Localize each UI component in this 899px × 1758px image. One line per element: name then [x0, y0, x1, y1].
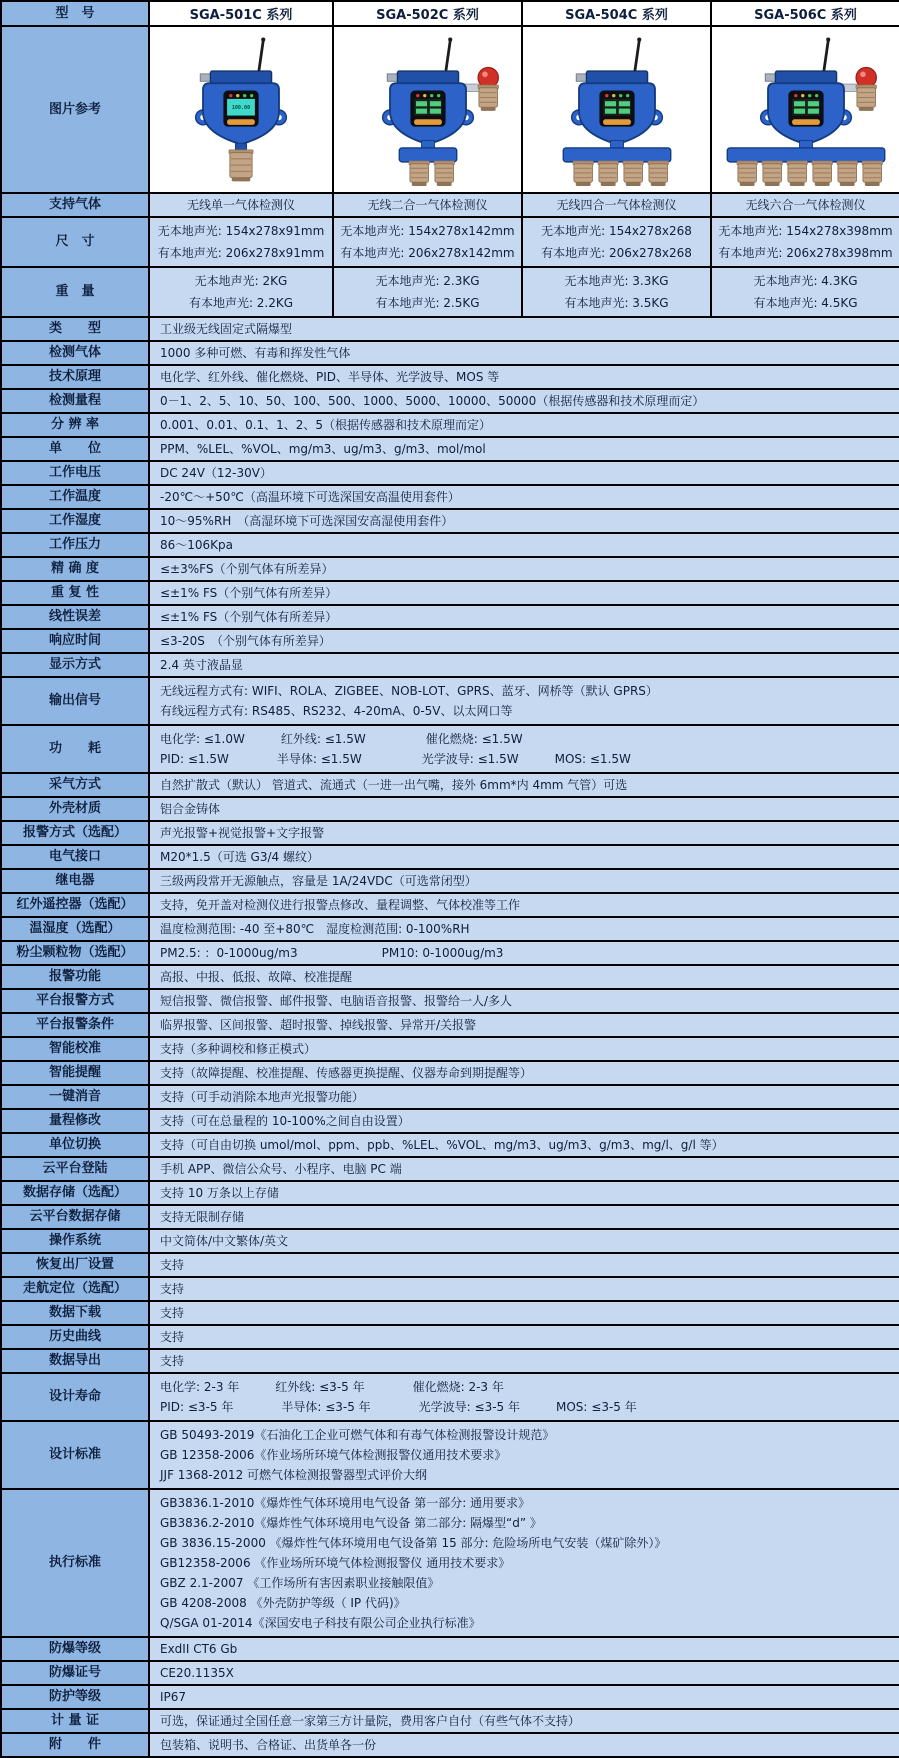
spec-value-cell [149, 557, 899, 581]
spec-value-line: 支持 10 万条以上存储 [160, 1186, 279, 1200]
compare-value-cell [522, 193, 711, 217]
spec-value-line: 自然扩散式（默认） 管道式、流通式（一进一出气嘴，接外 6mm*内 4mm 气管）可选 [160, 778, 628, 792]
spec-value-cell [149, 869, 899, 893]
compare-row [1, 193, 899, 217]
spec-row [1, 797, 899, 821]
spec-row [1, 869, 899, 893]
model-header-cell: SGA-506C 系列 [711, 1, 899, 26]
compare-value-line: 无线四合一气体检测仪 [556, 198, 677, 212]
spec-value-line: 支持（多种调校和修正模式） [160, 1042, 317, 1056]
compare-value-line: 无本地声光: 154x278x142mm [340, 224, 515, 238]
spec-value-line: 支持（故障提醒、校准提醒、传感器更换提醒、仪器寿命到期提醒等） [160, 1066, 533, 1080]
row-label: 附 件 [1, 1733, 149, 1757]
spec-value-line: GB3836.2-2010《爆炸性气体环境用电气设备 第二部分: 隔爆型“d” 》 [160, 1516, 542, 1530]
spec-row [1, 1109, 899, 1133]
spec-value-line: 有线远程方式有: RS485、RS232、4-20mA、0-5V、以太网口等 [160, 704, 513, 718]
compare-value-line: 无本地声光: 3.3KG [564, 274, 669, 288]
row-label: 重 量 [1, 267, 149, 317]
spec-value-line: 支持无限制存储 [160, 1210, 245, 1224]
row-label: 设计标准 [1, 1421, 149, 1489]
row-label: 分 辨 率 [1, 413, 149, 437]
spec-value-cell [149, 413, 899, 437]
spec-value-cell [149, 1685, 899, 1709]
spec-row [1, 1685, 899, 1709]
spec-value-cell [149, 845, 899, 869]
spec-value-line: 电化学: 2-3 年 红外线: ≤3-5 年 催化燃烧: 2-3 年 [160, 1380, 504, 1394]
spec-value-cell [149, 1205, 899, 1229]
wireless-2in1-gas-detector-image [334, 31, 521, 189]
spec-row [1, 509, 899, 533]
spec-value-line: 无线远程方式有: WIFI、ROLA、ZIGBEE、NOB-LOT、GPRS、蓝牙、网桥等（默认 GPRS） [160, 684, 658, 698]
spec-row [1, 1037, 899, 1061]
spec-value-line: ExdII CT6 Gb [160, 1642, 238, 1656]
row-label: 报警功能 [1, 965, 149, 989]
compare-row [1, 267, 899, 317]
spec-value-line: PM2.5: ：0-1000ug/m3 PM10: 0-1000ug/m3 [160, 946, 504, 960]
row-label: 平台报警方式 [1, 989, 149, 1013]
spec-value-line: 中文简体/中文繁体/英文 [160, 1234, 289, 1248]
row-label: 防护等级 [1, 1685, 149, 1709]
spec-row [1, 1061, 899, 1085]
row-label: 显示方式 [1, 653, 149, 677]
spec-value-cell [149, 509, 899, 533]
spec-value-line: 高报、中报、低报、故障、校准提醒 [160, 970, 353, 984]
spec-value-cell [149, 1277, 899, 1301]
spec-value-cell [149, 1181, 899, 1205]
compare-value-cell [149, 267, 333, 317]
spec-value-cell [149, 1085, 899, 1109]
compare-value-line: 有本地声光: 206x278x268 [541, 246, 692, 260]
spec-value-line: 0－1、2、5、10、50、100、500、1000、5000、10000、50000（根据传感器和技术原理而定） [160, 394, 705, 408]
spec-value-line: 支持，免开盖对检测仪进行报警点修改、量程调整、气体校准等工作 [160, 898, 521, 912]
spec-value-line: 三级两段常开无源触点，容量是 1A/24VDC（可选常闭型） [160, 874, 477, 888]
spec-row [1, 413, 899, 437]
compare-value-line: 有本地声光: 2.5KG [375, 296, 480, 310]
spec-value-line: 手机 APP、微信公众号、小程序、电脑 PC 端 [160, 1162, 402, 1176]
row-label: 操作系统 [1, 1229, 149, 1253]
spec-row [1, 581, 899, 605]
spec-value-cell [149, 797, 899, 821]
spec-value-line: PPM、%LEL、%VOL、mg/m3、ug/m3、g/m3、mol/mol [160, 442, 486, 456]
spec-row [1, 1085, 899, 1109]
spec-value-cell [149, 653, 899, 677]
compare-value-line: 有本地声光: 3.5KG [564, 296, 669, 310]
compare-value-line: 无线二合一气体检测仪 [367, 198, 488, 212]
spec-value-line: PID: ≤1.5W 半导体: ≤1.5W 光学波导: ≤1.5W MOS: ≤1.5W [160, 752, 631, 766]
spec-row [1, 1133, 899, 1157]
spec-value-line: 包装箱、说明书、合格证、出货单各一份 [160, 1738, 377, 1752]
product-image-cell [711, 26, 899, 193]
product-image-cell [522, 26, 711, 193]
spec-value-line: Q/SGA 01-2014《深国安电子科技有限公司企业执行标准》 [160, 1616, 481, 1630]
spec-row [1, 629, 899, 653]
spec-row [1, 653, 899, 677]
row-label: 响应时间 [1, 629, 149, 653]
spec-row [1, 317, 899, 341]
model-header-cell: SGA-501C 系列 [149, 1, 333, 26]
wireless-single-gas-detector-image [150, 31, 332, 189]
compare-value-line: 有本地声光: 206x278x398mm [718, 246, 893, 260]
compare-value-line: 无线单一气体检测仪 [186, 198, 295, 212]
spec-value-cell [149, 1133, 899, 1157]
row-label: 执行标准 [1, 1489, 149, 1637]
spec-row [1, 725, 899, 773]
row-label: 数据导出 [1, 1349, 149, 1373]
row-label: 一键消音 [1, 1085, 149, 1109]
spec-value-cell [149, 365, 899, 389]
compare-value-cell [711, 217, 899, 267]
spec-value-line: M20*1.5（可选 G3/4 螺纹） [160, 850, 319, 864]
spec-value-cell [149, 989, 899, 1013]
compare-value-line: 有本地声光: 206x278x142mm [340, 246, 515, 260]
spec-value-cell [149, 773, 899, 797]
spec-value-cell [149, 1325, 899, 1349]
spec-value-cell [149, 1157, 899, 1181]
row-label: 尺 寸 [1, 217, 149, 267]
spec-row [1, 677, 899, 725]
spec-value-line: 电化学: ≤1.0W 红外线: ≤1.5W 催化燃烧: ≤1.5W [160, 732, 523, 746]
spec-value-line: CE20.1135X [160, 1666, 234, 1680]
row-label: 云平台数据存储 [1, 1205, 149, 1229]
spec-value-line: JJF 1368-2012 可燃气体检测报警器型式评价大纲 [160, 1468, 428, 1482]
row-label: 计 量 证 [1, 1709, 149, 1733]
spec-value-line: 支持（可手动消除本地声光报警功能） [160, 1090, 365, 1104]
compare-value-line: 有本地声光: 2.2KG [188, 296, 294, 310]
spec-value-cell [149, 725, 899, 773]
spec-value-line: GB 12358-2006《作业场所环境气体检测报警仪通用技术要求》 [160, 1448, 507, 1462]
spec-value-cell [149, 485, 899, 509]
compare-value-line: 无本地声光: 154x278x398mm [718, 224, 893, 238]
spec-value-cell [149, 1037, 899, 1061]
spec-row [1, 461, 899, 485]
spec-row [1, 1661, 899, 1685]
spec-row [1, 1205, 899, 1229]
row-label: 工作压力 [1, 533, 149, 557]
spec-row [1, 965, 899, 989]
spec-row [1, 1013, 899, 1037]
spec-value-cell [149, 1253, 899, 1277]
spec-value-line: 1000 多种可燃、有毒和挥发性气体 [160, 346, 351, 360]
row-label: 数据下载 [1, 1301, 149, 1325]
spec-value-line: 短信报警、微信报警、邮件报警、电脑语音报警、报警给一人/多人 [160, 994, 513, 1008]
spec-value-cell [149, 1061, 899, 1085]
model-header-cell: SGA-504C 系列 [522, 1, 711, 26]
spec-row [1, 1181, 899, 1205]
spec-value-cell [149, 1709, 899, 1733]
spec-value-line: 临界报警、区间报警、超时报警、掉线报警、异常开/关报警 [160, 1018, 477, 1032]
compare-row [1, 217, 899, 267]
spec-row [1, 1277, 899, 1301]
row-label: 红外遥控器（选配） [1, 893, 149, 917]
wireless-6in1-gas-detector-image [712, 31, 899, 189]
spec-value-cell [149, 437, 899, 461]
spec-value-cell [149, 1373, 899, 1421]
spec-value-cell [149, 341, 899, 365]
spec-row [1, 941, 899, 965]
product-image-cell [333, 26, 522, 193]
compare-value-line: 有本地声光: 4.5KG [753, 296, 858, 310]
row-label: 检测量程 [1, 389, 149, 413]
spec-row [1, 1637, 899, 1661]
spec-row [1, 893, 899, 917]
spec-value-cell [149, 533, 899, 557]
compare-value-cell [333, 217, 522, 267]
row-label: 单位切换 [1, 1133, 149, 1157]
spec-value-cell [149, 1637, 899, 1661]
spec-value-cell [149, 1489, 899, 1637]
image-row [1, 26, 899, 193]
row-label: 设计寿命 [1, 1373, 149, 1421]
row-label: 重 复 性 [1, 581, 149, 605]
spec-row [1, 605, 899, 629]
spec-value-line: GB3836.1-2010《爆炸性气体环境用电气设备 第一部分: 通用要求》 [160, 1496, 531, 1510]
spec-value-cell [149, 629, 899, 653]
spec-value-line: 0.001、0.01、0.1、1、2、5（根据传感器和技术原理而定） [160, 418, 492, 432]
row-label: 数据存储（选配） [1, 1181, 149, 1205]
spec-value-cell [149, 1229, 899, 1253]
compare-value-line: 无本地声光: 154x278x268 [541, 224, 692, 238]
spec-value-line: 可选，保证通过全国任意一家第三方计量院，费用客户自付（有些气体不支持） [160, 1714, 581, 1728]
spec-value-line: 铝合金铸体 [160, 802, 221, 816]
row-label: 工作温度 [1, 485, 149, 509]
row-label: 恢复出厂设置 [1, 1253, 149, 1277]
compare-value-cell [149, 193, 333, 217]
spec-row [1, 845, 899, 869]
spec-value-line: ≤±1% FS（个别气体有所差异） [160, 586, 338, 600]
row-label: 线性误差 [1, 605, 149, 629]
spec-value-line: ≤3-20S （个别气体有所差异） [160, 634, 331, 648]
spec-row [1, 1229, 899, 1253]
row-label: 智能提醒 [1, 1061, 149, 1085]
compare-value-line: 无本地声光: 2KG [194, 274, 288, 288]
compare-value-cell [522, 217, 711, 267]
compare-value-line: 无本地声光: 4.3KG [753, 274, 858, 288]
spec-row [1, 437, 899, 461]
row-label: 走航定位（选配） [1, 1277, 149, 1301]
spec-row [1, 1489, 899, 1637]
spec-value-line: 支持 [160, 1282, 185, 1296]
spec-value-cell [149, 581, 899, 605]
spec-row [1, 341, 899, 365]
compare-value-cell [711, 193, 899, 217]
row-label: 智能校准 [1, 1037, 149, 1061]
row-label: 粉尘颗粒物（选配） [1, 941, 149, 965]
row-label: 单 位 [1, 437, 149, 461]
row-label: 防爆等级 [1, 1637, 149, 1661]
row-label: 工作电压 [1, 461, 149, 485]
spec-value-cell [149, 677, 899, 725]
compare-value-cell [711, 267, 899, 317]
spec-value-cell [149, 941, 899, 965]
spec-value-cell [149, 1301, 899, 1325]
compare-value-cell [333, 267, 522, 317]
spec-value-line: 支持（可自由切换 umol/mol、ppm、ppb、%LEL、%VOL、mg/m3、ug/m3、g/m3、mg/l、g/l 等） [160, 1138, 724, 1152]
spec-value-line: GB 50493-2019《石油化工企业可燃气体和有毒气体检测报警设计规范》 [160, 1428, 555, 1442]
spec-value-cell [149, 461, 899, 485]
row-label: 采气方式 [1, 773, 149, 797]
compare-value-cell [149, 217, 333, 267]
compare-value-cell [522, 267, 711, 317]
spec-row [1, 1349, 899, 1373]
spec-value-line: 支持 [160, 1354, 185, 1368]
spec-row [1, 1373, 899, 1421]
spec-value-line: 支持 [160, 1306, 185, 1320]
spec-value-cell [149, 389, 899, 413]
spec-value-cell [149, 1661, 899, 1685]
spec-row [1, 773, 899, 797]
spec-row [1, 989, 899, 1013]
spec-value-line: ≤±1% FS（个别气体有所差异） [160, 610, 338, 624]
spec-value-line: 86～106Kpa [160, 538, 234, 552]
model-header-cell: SGA-502C 系列 [333, 1, 522, 26]
row-label: 检测气体 [1, 341, 149, 365]
row-label: 外壳材质 [1, 797, 149, 821]
row-label: 平台报警条件 [1, 1013, 149, 1037]
spec-value-cell [149, 1013, 899, 1037]
row-label: 温湿度（选配） [1, 917, 149, 941]
spec-value-line: DC 24V（12-30V） [160, 466, 272, 480]
spec-row [1, 557, 899, 581]
row-label: 工作湿度 [1, 509, 149, 533]
spec-value-cell [149, 1733, 899, 1757]
spec-row [1, 1421, 899, 1489]
spec-row [1, 1709, 899, 1733]
spec-value-line: 支持 [160, 1258, 185, 1272]
image-row-label: 图片参考 [1, 26, 149, 193]
row-label: 报警方式（选配） [1, 821, 149, 845]
compare-value-cell [333, 193, 522, 217]
spec-value-cell [149, 917, 899, 941]
spec-value-cell [149, 1349, 899, 1373]
compare-value-line: 无线六合一气体检测仪 [745, 198, 866, 212]
row-label: 量程修改 [1, 1109, 149, 1133]
spec-row [1, 389, 899, 413]
spec-value-line: 工业级无线固定式隔爆型 [160, 322, 293, 336]
row-label: 防爆证号 [1, 1661, 149, 1685]
row-label: 继电器 [1, 869, 149, 893]
spec-value-cell [149, 317, 899, 341]
row-label: 精 确 度 [1, 557, 149, 581]
row-label: 类 型 [1, 317, 149, 341]
spec-value-line: 2.4 英寸液晶显 [160, 658, 243, 672]
spec-value-line: GB12358-2006 《作业场所环境气体检测报警仪 通用技术要求》 [160, 1556, 511, 1570]
row-label: 技术原理 [1, 365, 149, 389]
row-label: 支持气体 [1, 193, 149, 217]
spec-row [1, 1301, 899, 1325]
spec-row [1, 1253, 899, 1277]
compare-value-line: 无本地声光: 154x278x91mm [157, 224, 325, 238]
spec-value-line: 温度检测范围: -40 至+80℃ 湿度检测范围: 0-100%RH [160, 922, 470, 936]
spec-value-line: GBZ 2.1-2007 《工作场所有害因素职业接触限值》 [160, 1576, 440, 1590]
spec-value-line: 声光报警+视觉报警+文字报警 [160, 826, 325, 840]
model-header-row [1, 1, 899, 26]
spec-value-line: 10～95%RH （高湿环境下可选深国安高湿使用套件） [160, 514, 454, 528]
spec-row [1, 533, 899, 557]
row-label: 功 耗 [1, 725, 149, 773]
spec-row [1, 1157, 899, 1181]
spec-row [1, 917, 899, 941]
row-label: 电气接口 [1, 845, 149, 869]
spec-value-line: IP67 [160, 1690, 187, 1704]
spec-value-line: 支持（可在总量程的 10-100%之间自由设置） [160, 1114, 410, 1128]
compare-value-line: 有本地声光: 206x278x91mm [157, 246, 325, 260]
spec-value-line: 支持 [160, 1330, 185, 1344]
spec-row [1, 1733, 899, 1757]
product-image-cell [149, 26, 333, 193]
row-label: 云平台登陆 [1, 1157, 149, 1181]
spec-row [1, 365, 899, 389]
spec-value-cell [149, 893, 899, 917]
spec-value-line: GB 3836.15-2000 《爆炸性气体环境用电气设备第 15 部分: 危险场所电气安装（煤矿除外）》 [160, 1536, 667, 1550]
spec-value-line: GB 4208-2008 《外壳防护等级（ IP 代码)》 [160, 1596, 406, 1610]
spec-value-cell [149, 965, 899, 989]
spec-row [1, 485, 899, 509]
model-header-label: 型 号 [1, 1, 149, 26]
wireless-4in1-gas-detector-image [523, 31, 710, 189]
spec-value-cell [149, 1421, 899, 1489]
row-label: 输出信号 [1, 677, 149, 725]
spec-row [1, 821, 899, 845]
spec-value-line: PID: ≤3-5 年 半导体: ≤3-5 年 光学波导: ≤3-5 年 MOS: ≤3-5 年 [160, 1400, 637, 1414]
spec-value-cell [149, 1109, 899, 1133]
spec-value-cell [149, 821, 899, 845]
spec-value-line: ≤±3%FS（个别气体有所差异） [160, 562, 334, 576]
spec-value-cell [149, 605, 899, 629]
spec-row [1, 1325, 899, 1349]
svg-text:100.00: 100.00 [231, 104, 251, 111]
compare-value-line: 无本地声光: 2.3KG [375, 274, 480, 288]
row-label: 历史曲线 [1, 1325, 149, 1349]
spec-value-line: 电化学、红外线、催化燃烧、PID、半导体、光学波导、MOS 等 [160, 370, 500, 384]
spec-value-line: -20℃～+50℃（高温环境下可选深国安高温使用套件） [160, 490, 460, 504]
